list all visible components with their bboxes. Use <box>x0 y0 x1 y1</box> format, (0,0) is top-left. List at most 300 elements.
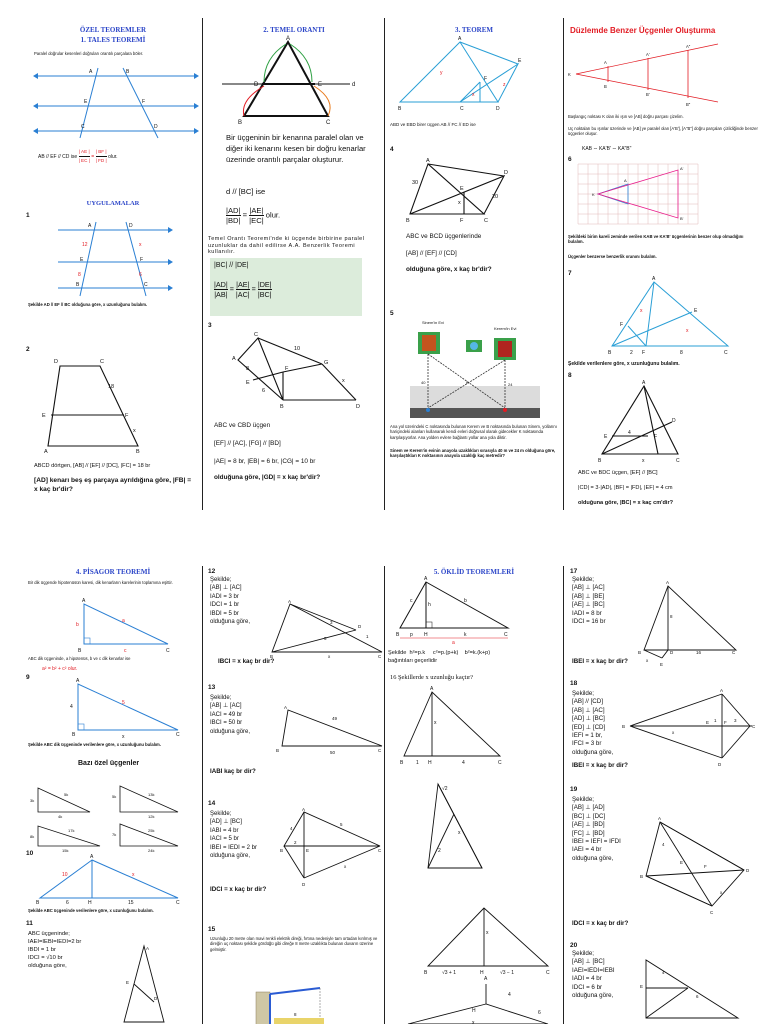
column-divider <box>384 18 385 510</box>
question-number: 3 <box>208 322 212 329</box>
given-line: IBDI = 1 br <box>28 947 56 953</box>
q12-givens <box>210 576 250 626</box>
svg-text:4: 4 <box>662 970 665 975</box>
given-line: Şekilde; <box>572 796 595 803</box>
svg-text:C: C <box>378 748 382 753</box>
column-divider <box>202 18 203 510</box>
svg-text:3k: 3k <box>30 798 35 803</box>
svg-text:16: 16 <box>696 650 702 655</box>
svg-text:C: C <box>166 648 170 654</box>
svg-text:C: C <box>710 910 714 915</box>
house-label: Sinem'in Evi <box>422 320 444 325</box>
svg-text:√2: √2 <box>442 786 448 792</box>
given-line: [AB] ⊥ [AD] <box>572 804 605 812</box>
svg-text:K: K <box>592 192 595 197</box>
question-given: |CD| = 3·|AD|, |BF| = |FD|, |EF| = 4 cm <box>578 485 673 491</box>
svg-text:8k: 8k <box>30 834 35 839</box>
svg-text:A: A <box>302 807 306 812</box>
svg-text:x: x <box>434 720 437 726</box>
svg-text:D: D <box>358 624 362 629</box>
question-text: Şekilde verilenlere göre, x uzunluğunu bulalım. <box>568 361 680 367</box>
q20-figure <box>638 952 758 1022</box>
svg-text:B: B <box>280 404 284 410</box>
theorem-condition: d // [BC] ise <box>226 187 266 196</box>
question-number: 6 <box>568 156 572 163</box>
svg-text:E: E <box>604 434 608 440</box>
question-text: Üçgenler benzerse benzerlik oranını bulalım. <box>568 254 657 259</box>
svg-text:15k: 15k <box>62 848 69 853</box>
svg-text:E: E <box>84 99 88 105</box>
q11-givens <box>28 930 81 970</box>
svg-text:B: B <box>76 282 80 288</box>
svg-text:C: C <box>326 120 331 126</box>
svg-text:B: B <box>238 120 243 126</box>
question-text: Şekildeki birim kareli zeminde verilen KAB ve KA'B' üçgenlerinin benzer olup olmadığını bulalım. <box>568 234 744 245</box>
column-similar-triangles <box>568 0 764 510</box>
svg-text:A: A <box>82 598 86 604</box>
question-text: Ana yol üzerindeki C noktasında bulunan Kerem ve B noktasında bulunan Sinem, yollarını hariçindeki alanları kullanarak kendi evleri doğrusal olarak gidecekler K noktasında karşılaşıyorlar. Ana yolden evlere bağlantı yollar ana yola diktir. <box>390 424 557 440</box>
given-line: [AB] ⊥ [BC] <box>572 958 605 966</box>
question-text: Şekilde AD // EF // BC olduğuna göre, x uzunluğunu bulalım. <box>28 302 148 307</box>
svg-text:H: H <box>480 970 484 976</box>
svg-text:G: G <box>324 360 329 366</box>
svg-text:D: D <box>746 868 750 873</box>
question-given: ABC ve BDC üçgen, [EF] // [BC] <box>578 470 658 476</box>
svg-text:K: K <box>568 72 571 77</box>
svg-text:B': B' <box>680 216 684 221</box>
house-label: Kerem'in Evi <box>494 326 517 331</box>
svg-text:b: b <box>76 622 79 628</box>
svg-text:A: A <box>624 178 627 183</box>
q7-figure <box>568 276 764 356</box>
svg-text:D: D <box>154 996 158 1001</box>
given-line: IBEI = IEDI = 2 br <box>210 844 258 851</box>
svg-text:A: A <box>652 276 656 282</box>
given-line: [AD] ⊥ [BC] <box>210 819 242 826</box>
question-text: olduğuna göre, |BC| = x kaç cm'dir? <box>578 500 674 506</box>
given-line: [ED] ⊥ [CD] <box>572 723 606 731</box>
question-number: 15 <box>208 926 216 933</box>
question-text: Uzunluğu 20 metre olan mavi renkli elektrik direği, fırtına nedeniyle tam ortadan kırılmış ve direğin uç noktası şekilde gördüğü gibi direğe 8 metre uzaklıkta bulunan duvarın üzerine gelmiştir. <box>210 936 378 952</box>
given-line: IADI = 4 br <box>572 975 602 983</box>
svg-text:A: A <box>426 158 430 164</box>
given-line: [AB] ⊥ [AC] <box>572 584 605 592</box>
svg-text:E: E <box>660 662 664 667</box>
svg-text:3: 3 <box>734 718 737 723</box>
given-line: olduğuna göre, <box>210 619 251 626</box>
section-title: Düzlemde Benzer Üçgenler Oluşturma <box>570 26 716 35</box>
svg-text:A: A <box>88 223 92 229</box>
svg-text:A: A <box>286 36 291 42</box>
similarity-box <box>210 258 362 316</box>
box-formula: $\frac{|AD|}{|AB|}$ = $\frac{|AE|}{|AC|}$ = $\frac{|DE|}{|BC|}$ <box>214 280 272 299</box>
svg-text:B: B <box>640 874 644 879</box>
given-line: Şekilde; <box>210 577 232 583</box>
svg-text:x: x <box>133 428 136 434</box>
q18-figure <box>622 686 762 766</box>
column-questions-17-20 <box>568 560 764 1024</box>
question-number: 12 <box>208 568 216 575</box>
svg-text:x: x <box>122 734 125 740</box>
svg-text:8: 8 <box>294 1012 297 1017</box>
svg-text:C: C <box>752 724 756 729</box>
svg-text:H: H <box>424 632 428 638</box>
svg-text:F: F <box>460 218 464 224</box>
svg-text:D: D <box>496 106 500 112</box>
svg-text:D: D <box>670 650 674 655</box>
svg-text:C: C <box>100 359 104 365</box>
svg-text:F: F <box>285 366 289 372</box>
q19-figure <box>640 816 760 915</box>
svg-text:x: x <box>132 872 135 878</box>
q18-givens <box>572 690 613 757</box>
svg-text:2: 2 <box>438 848 441 854</box>
svg-text:6: 6 <box>66 900 69 906</box>
question-number: 13 <box>208 684 216 691</box>
given-line: IDCI = 1 br <box>210 602 240 609</box>
svg-text:E: E <box>306 848 310 853</box>
svg-text:20: 20 <box>492 194 499 200</box>
given-line: IADI = 8 br <box>572 609 602 617</box>
svg-text:c: c <box>410 598 413 604</box>
svg-text:50: 50 <box>330 750 336 755</box>
theorem-formula: ABD ve EBD birer üçgen AB // FC // ED ise <box>390 122 476 127</box>
svg-text:C: C <box>546 970 550 976</box>
svg-text:4: 4 <box>628 430 631 436</box>
special-triangles-heading: Bazı özel üçgenler <box>78 760 140 767</box>
proportion-figure <box>208 32 380 124</box>
svg-text:A: A <box>232 356 236 362</box>
svg-text:x: x <box>472 92 475 98</box>
svg-text:B: B <box>400 760 404 766</box>
svg-text:A": A" <box>686 44 691 49</box>
svg-text:8: 8 <box>78 272 81 278</box>
question-number: 10 <box>26 850 34 857</box>
svg-text:E: E <box>518 58 522 64</box>
svg-text:F: F <box>704 864 707 869</box>
question-text: Sinem ve Kerem'in evinin anayola uzaklıkları sırasıyla 40 m ve 24 m olduğuna göre, karşılaştıkları K noktasının anayola uzaklığı kaç metredir? <box>390 448 556 459</box>
section-title: 1. TALES TEOREMİ <box>80 36 146 44</box>
svg-text:C: C <box>176 732 180 738</box>
svg-text:E: E <box>694 308 698 314</box>
tales-formula: AB // EF // CD ise $\frac{| AE |}{| EC |}$ = $\frac{| BF |}{| FD |}$ olur. <box>38 149 118 163</box>
given-line: IAEI=IEBI=IEDI=2 br <box>28 939 82 945</box>
svg-text:A: A <box>666 580 670 585</box>
svg-text:4: 4 <box>662 842 665 847</box>
svg-text:C: C <box>81 124 85 130</box>
given-line: Şekilde; <box>572 576 595 583</box>
svg-text:E: E <box>246 380 250 386</box>
question-number: 18 <box>570 680 578 687</box>
worksheet-page-2 <box>0 560 768 1024</box>
question-number: 1 <box>26 212 30 219</box>
q15-pole-figure <box>208 964 380 1024</box>
svg-text:A: A <box>44 449 48 455</box>
svg-text:A: A <box>284 705 288 710</box>
question-text: IABI kaç br dir? <box>210 768 256 775</box>
svg-text:H: H <box>472 1008 476 1014</box>
given-line: [AD] ⊥ [BC] <box>572 715 605 723</box>
svg-text:F: F <box>642 350 646 356</box>
given-line: IABI = 4 br <box>210 827 239 834</box>
given-line: [AB] ⊥ [BE] <box>572 592 605 600</box>
question-number: 17 <box>570 568 578 575</box>
svg-text:a: a <box>452 640 455 646</box>
similarity-note: Temel Orantı Teoremi'nde ki üçgende birbirine paralel uzunluklar da dahil edilirse A.A. Benzerlik Teoremi kullanılır. <box>208 236 365 256</box>
svg-text:24k: 24k <box>148 848 155 853</box>
svg-text:z: z <box>503 82 506 88</box>
svg-text:6: 6 <box>538 1010 541 1016</box>
svg-text:8: 8 <box>246 366 250 372</box>
svg-text:6: 6 <box>139 272 142 278</box>
svg-text:B: B <box>608 350 612 356</box>
question-text: olduğuna göre, |GD| = x kaç br'dir? <box>214 474 321 481</box>
svg-text:D: D <box>129 223 133 229</box>
given-line: IAEI=IEDI=IEBI <box>572 966 615 974</box>
worksheet-page-1 <box>0 0 768 510</box>
tales-figure <box>28 60 198 140</box>
svg-text:4: 4 <box>290 826 293 831</box>
svg-text:4k: 4k <box>58 814 63 819</box>
svg-text:A': A' <box>680 166 684 171</box>
given-line: IFCI = 3 br <box>572 740 602 748</box>
svg-text:A: A <box>642 380 646 386</box>
svg-text:x: x <box>672 730 675 735</box>
svg-text:30: 30 <box>412 180 419 186</box>
q12-figure <box>270 600 380 660</box>
section-title: ÖZEL TEOREMLER <box>79 26 147 34</box>
svg-text:C: C <box>498 760 502 766</box>
svg-text:E: E <box>706 720 710 725</box>
section-title: 5. ÖKLİD TEOREMLERİ <box>433 568 515 576</box>
svg-text:x: x <box>646 658 649 663</box>
given-line: [AB] ⊥ [AC] <box>210 703 242 710</box>
svg-text:24: 24 <box>508 382 513 387</box>
svg-text:E: E <box>318 82 323 88</box>
svg-text:A: A <box>484 976 488 982</box>
given-line: [AB] ⊥ [AC] <box>210 585 242 592</box>
svg-text:F: F <box>724 720 727 725</box>
svg-text:C: C <box>378 654 382 659</box>
question-number: 9 <box>26 674 30 681</box>
svg-text:p: p <box>410 632 413 638</box>
svg-text:D: D <box>504 170 508 176</box>
q10-figure <box>28 854 198 906</box>
theorem-text: Bir dik üçgende hipotenüsün karesi, dik kenarların karelerinin toplamına eşittir. <box>28 580 173 585</box>
pythagoras-figure <box>28 594 198 654</box>
svg-text:40: 40 <box>421 380 426 385</box>
question-number: 4 <box>390 146 394 153</box>
svg-text:B: B <box>406 218 410 224</box>
svg-text:B: B <box>396 632 400 638</box>
given-line: Şekilde; <box>210 811 232 817</box>
svg-text:A: A <box>430 686 434 692</box>
svg-text:H: H <box>88 900 92 906</box>
svg-text:√3 + 1: √3 + 1 <box>442 970 457 976</box>
svg-text:A: A <box>720 688 724 693</box>
svg-text:15: 15 <box>128 900 134 906</box>
question-number: 7 <box>568 270 572 277</box>
question-number: 11 <box>26 920 33 927</box>
given-line: [AB] ⊥ [AC] <box>572 706 605 714</box>
q13-givens <box>210 694 250 736</box>
svg-text:A': A' <box>646 52 650 57</box>
svg-text:x: x <box>139 242 142 248</box>
svg-text:A: A <box>146 946 150 951</box>
svg-text:x: x <box>458 830 461 836</box>
svg-text:4: 4 <box>508 992 511 998</box>
svg-text:F: F <box>140 257 144 263</box>
construction-text: Uç noktaları bu ışınlar üzerinde ve [AB] ye paralel olan [A'B'], [A"B"] doğru parçaları çizildiğinde benzer üçgenler oluşur. <box>568 126 758 137</box>
given-line: [AE] ⊥ [BD] <box>572 821 605 829</box>
svg-text:4: 4 <box>70 704 73 710</box>
svg-text:F: F <box>654 434 658 440</box>
question-given: ABC ve CBD üçgen <box>214 422 271 429</box>
svg-text:13k: 13k <box>148 792 155 797</box>
construction-text: Başlangıç noktası K olan iki ışın ve [AB] doğru parçası çizelim. <box>568 114 684 119</box>
svg-text:B: B <box>36 900 40 906</box>
applications-title: UYGULAMALAR <box>86 200 140 207</box>
svg-text:3: 3 <box>330 620 333 625</box>
q2-figure <box>28 354 198 454</box>
question-number: 19 <box>570 786 578 793</box>
svg-text:B: B <box>604 84 607 89</box>
euclid-relations: Şekilde h²=p.k c²=p.(p+k) b²=k.(k+p) <box>388 650 491 656</box>
svg-text:2: 2 <box>294 840 297 845</box>
svg-text:18: 18 <box>108 384 115 390</box>
question-number: 14 <box>208 800 216 807</box>
q3-figure <box>208 330 380 410</box>
q17-figure <box>632 578 762 667</box>
svg-text:E: E <box>42 413 46 419</box>
question-text: 16 Şekillerde x uzunluğu kaçtır? <box>390 674 474 681</box>
q14-figure <box>280 807 382 887</box>
given-line: IDCI = 6 br <box>572 983 603 991</box>
q14-givens <box>210 810 257 860</box>
question-number: 5 <box>390 310 394 317</box>
svg-text:25k: 25k <box>148 828 155 833</box>
svg-text:E: E <box>680 860 684 865</box>
svg-text:x: x <box>720 890 723 895</box>
svg-text:x: x <box>642 458 645 464</box>
section-title: 4. PİSAGOR TEOREMİ <box>75 568 151 576</box>
svg-text:A: A <box>604 60 607 65</box>
svg-text:5: 5 <box>122 700 125 706</box>
q16-figures <box>388 684 560 1024</box>
svg-text:5k: 5k <box>112 794 117 799</box>
svg-text:c: c <box>124 648 127 654</box>
svg-text:C: C <box>460 106 464 112</box>
q1-figure <box>28 218 198 298</box>
svg-text:5: 5 <box>324 636 327 641</box>
svg-text:x: x <box>686 328 689 334</box>
given-line: olduğuna göre, <box>572 992 614 1000</box>
svg-text:C: C <box>504 632 508 638</box>
svg-text:6: 6 <box>696 994 699 999</box>
svg-text:x: x <box>344 864 347 869</box>
given-line: IBCI = 50 br <box>210 720 243 727</box>
svg-text:D: D <box>302 882 306 887</box>
pythagoras-equation: a² = b² + c² olur. <box>42 666 78 672</box>
svg-text:5: 5 <box>340 822 343 827</box>
question-number: 8 <box>568 372 572 379</box>
svg-text:C: C <box>144 282 148 288</box>
box-condition: |BC| // |DE| <box>214 262 249 269</box>
given-line: IDCI = 16 br <box>572 618 606 626</box>
svg-text:E: E <box>640 984 644 989</box>
q17-givens <box>572 576 606 626</box>
svg-text:D: D <box>254 82 259 88</box>
svg-text:8: 8 <box>680 350 683 356</box>
svg-text:B: B <box>622 724 626 729</box>
svg-text:5k: 5k <box>64 792 69 797</box>
svg-text:C: C <box>732 650 736 655</box>
q6-grid-figure <box>568 162 764 230</box>
svg-text:2: 2 <box>630 350 633 356</box>
page-gap <box>0 510 768 560</box>
svg-text:D: D <box>54 359 58 365</box>
question-text: Şekilde ABC üçgeninde verilenlere göre, x uzunluğunu bulalım. <box>28 908 154 913</box>
svg-text:B: B <box>398 106 402 112</box>
svg-text:C: C <box>676 458 680 464</box>
svg-text:A: A <box>76 678 80 684</box>
given-line: IACI = 49 br <box>210 711 243 718</box>
given-line: IBEI = IEFI = IFDI <box>572 838 621 846</box>
given-line: IBDI = 5 br <box>210 610 239 617</box>
svg-text:K: K <box>466 380 469 385</box>
question-text: IBEI = x kaç br dir? <box>572 762 628 769</box>
question-text: [AD] kenarı beş eş parçaya ayrıldığına göre, |FB| = x kaç br'dir? <box>34 477 192 493</box>
svg-text:B: B <box>424 970 428 976</box>
svg-text:1: 1 <box>714 718 717 723</box>
svg-text:17k: 17k <box>68 828 75 833</box>
given-line: IDCI = √10 br <box>28 955 63 961</box>
special-triangles-figure <box>28 768 198 853</box>
given-line: Şekilde; <box>572 950 595 957</box>
column-euclid <box>388 560 560 1024</box>
svg-text:F: F <box>142 99 146 105</box>
svg-text:1: 1 <box>366 634 369 639</box>
svg-text:b: b <box>464 598 467 604</box>
svg-text:C: C <box>378 848 382 853</box>
column-divider <box>563 18 564 510</box>
svg-text:C: C <box>724 350 728 356</box>
svg-text:x: x <box>486 930 489 936</box>
section-title: 3. TEOREM <box>455 26 493 34</box>
svg-text:B: B <box>78 648 82 654</box>
q4-figure <box>388 156 560 226</box>
given-line: olduğuna göre, <box>572 748 614 756</box>
given-line: IADI = 3 br <box>210 593 239 600</box>
svg-text:x: x <box>342 378 345 384</box>
svg-text:4: 4 <box>462 760 465 766</box>
question-text: Şekilde ABC dik üçgeninde verilenlere göre, x uzunluğunu bulalım. <box>28 742 161 747</box>
column-divider <box>563 566 564 1024</box>
svg-text:B: B <box>638 650 642 655</box>
question-number: 20 <box>570 942 578 949</box>
svg-text:B: B <box>598 458 602 464</box>
column-divider <box>384 566 385 1024</box>
theorem-text: Paralel doğrular kesenleri doğruları orantılı parçalara böler. <box>34 51 144 56</box>
section-title: 2. TEMEL ORANTI <box>263 26 325 34</box>
q11-figure <box>114 942 194 1022</box>
given-line: olduğuna göre, <box>210 853 251 860</box>
svg-text:12: 12 <box>82 242 88 248</box>
question-given: ABC ve BCD üçgenlerinde <box>406 233 482 240</box>
svg-text:A: A <box>458 36 462 42</box>
q20-givens <box>572 950 615 1000</box>
svg-text:A: A <box>288 599 292 604</box>
